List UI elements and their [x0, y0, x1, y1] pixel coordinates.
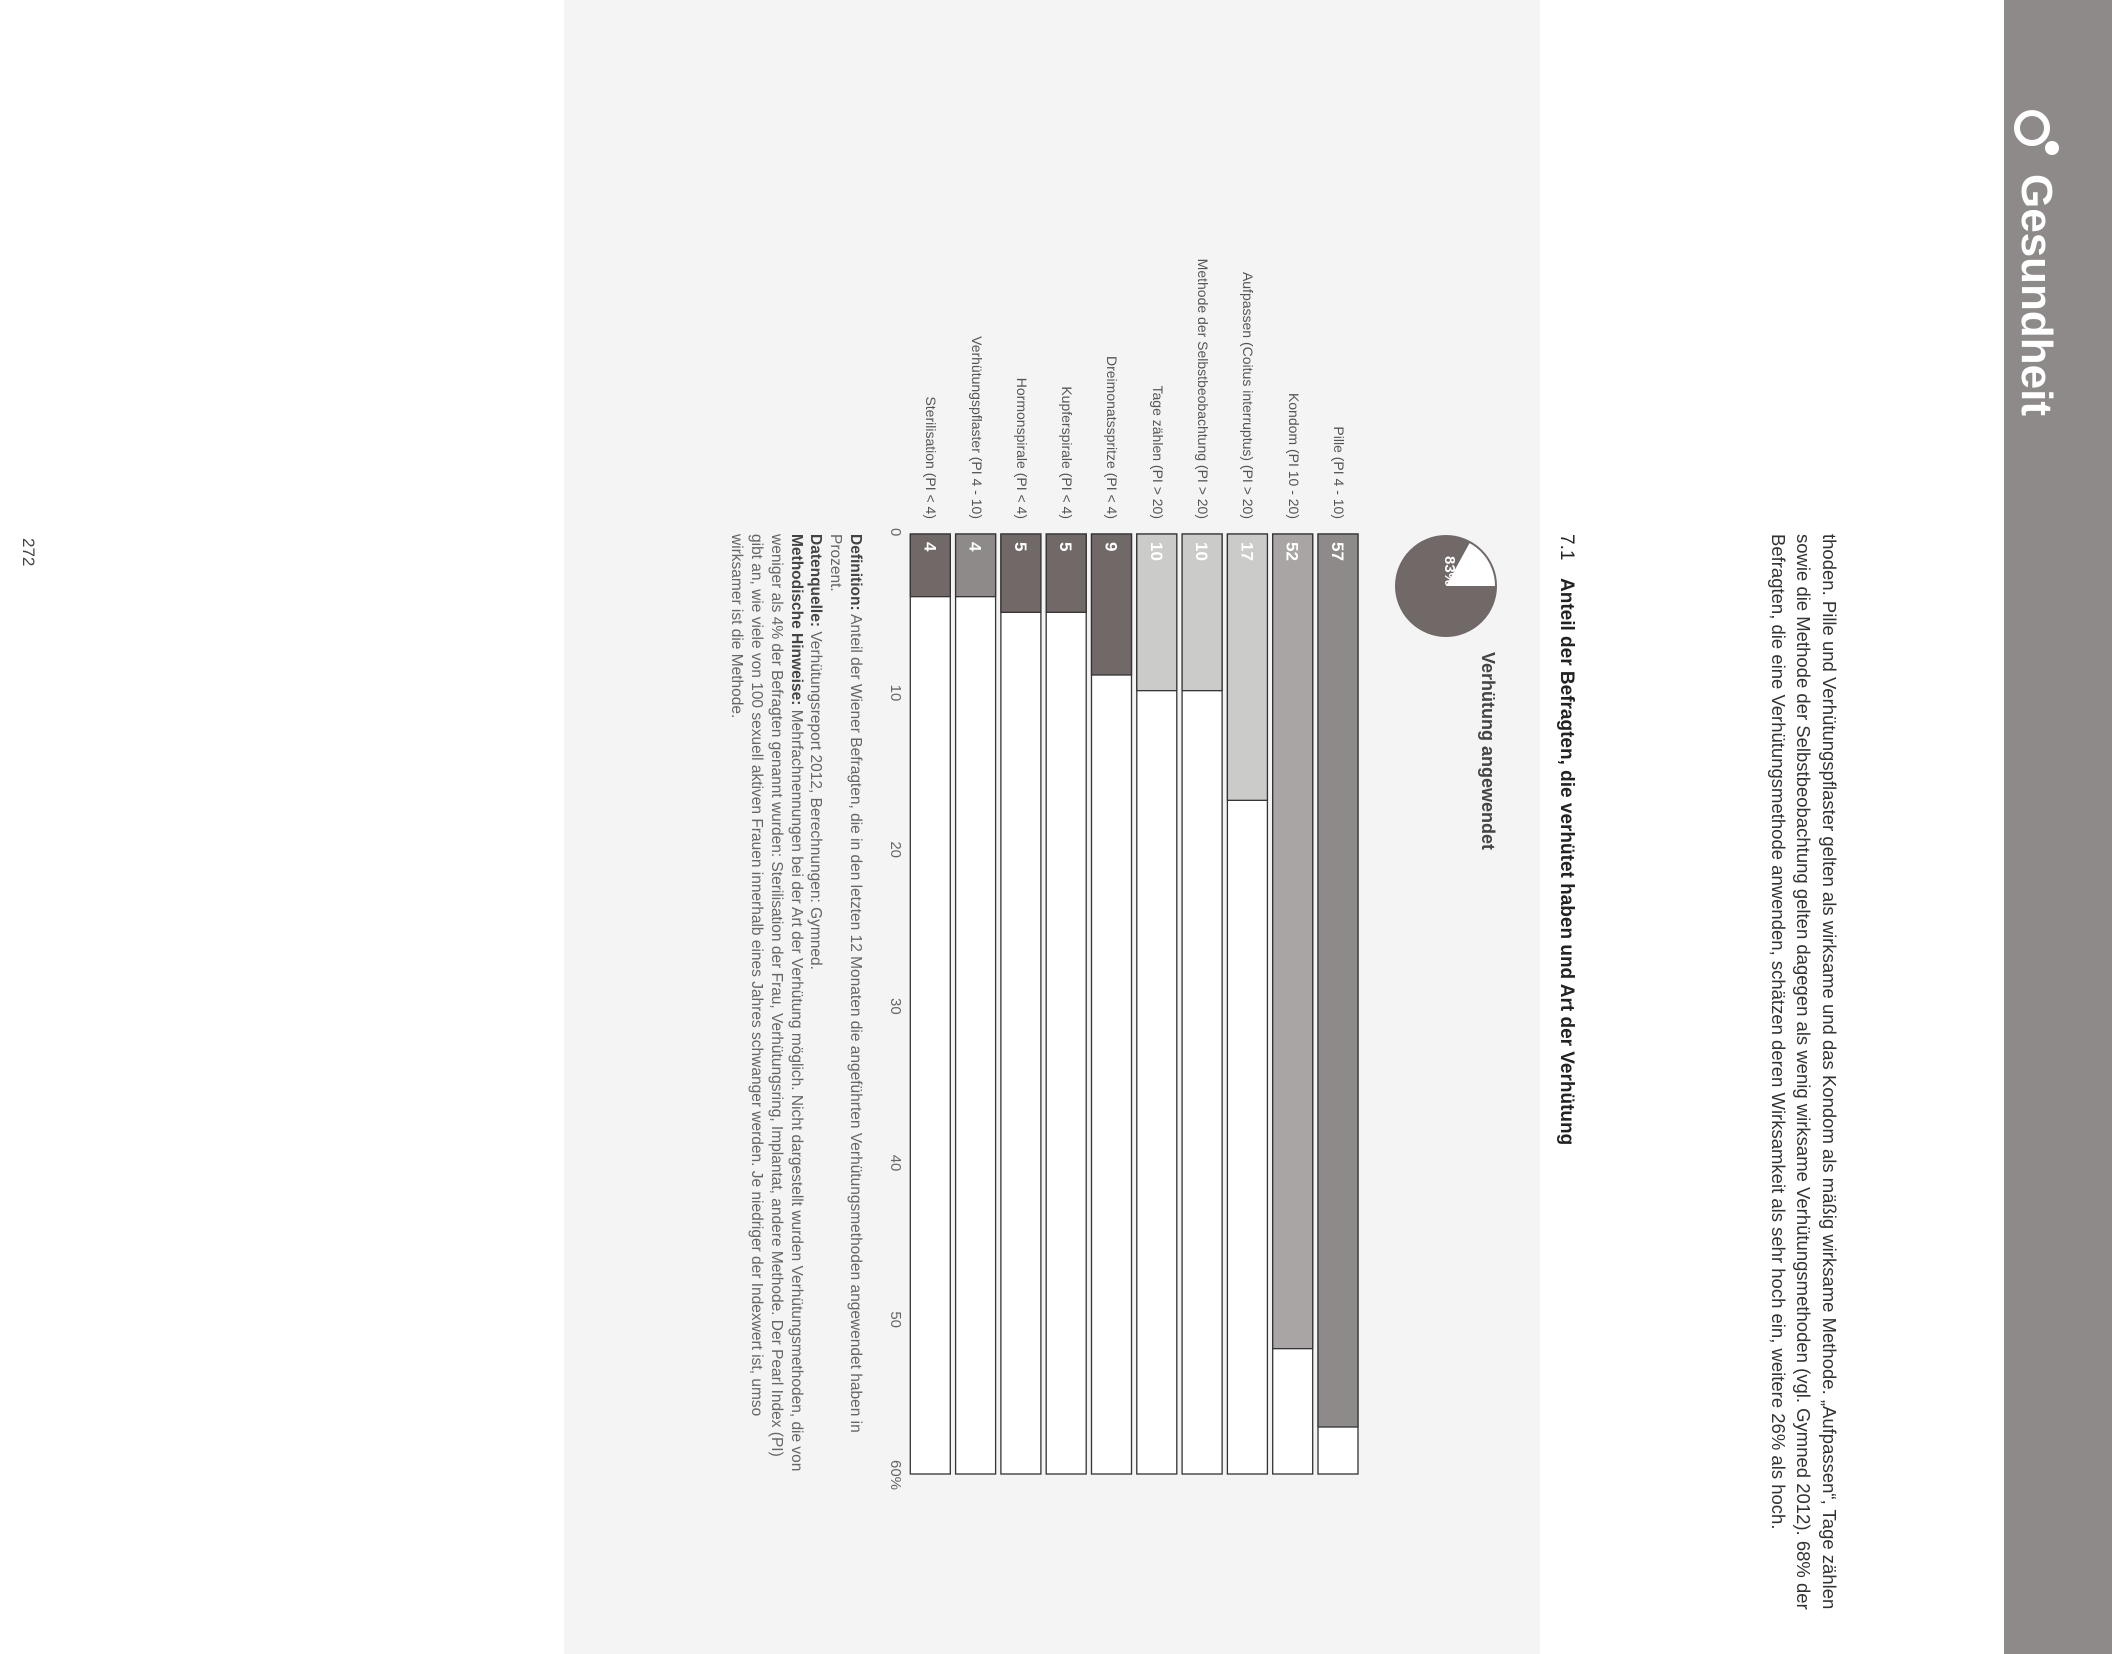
definition-label: Definition: — [847, 534, 864, 611]
bar-value-label: 52 — [1282, 542, 1302, 561]
section-title: Gesundheit — [2012, 174, 2061, 417]
bar-value-label: 10 — [1146, 542, 1166, 561]
definition-text: Anteil der Wiener Befragten, die in den letzten 12 Monaten die angeführten Verhütungsmethoden angewendet haben in Prozent. — [827, 534, 864, 1433]
bar — [1318, 534, 1358, 1427]
category-label: Kondom (PI 10 - 20) — [1285, 392, 1302, 519]
source-text: Verhütungsreport 2012, Berechnungen: Gymned. — [807, 627, 825, 970]
bar-track — [1001, 534, 1041, 1474]
bar-value-label: 5 — [1056, 542, 1076, 552]
notes — [726, 534, 865, 1474]
category-label: Dreimonatsspritze (PI < 4) — [1104, 356, 1121, 519]
bar-track — [1046, 534, 1086, 1474]
category-label: Aufpassen (Coitus interruptus) (PI > 20) — [1240, 271, 1257, 519]
category-label: Sterilisation (PI < 4) — [923, 396, 940, 519]
bar-value-label: 4 — [965, 542, 985, 552]
bar — [1092, 534, 1132, 675]
category-label: Pille (PI 4 - 10) — [1331, 426, 1347, 519]
category-label: Verhütungspflaster (PI 4 - 10) — [968, 336, 985, 519]
bar-track — [910, 534, 950, 1474]
method-text: Mehrfachnennungen bei der Art der Verhütung möglich. Nicht dargestellt wurden Verhütungsmethoden, die von weniger als 4% der Befragten genannt wurden: Sterilisation der Frau, Verhütungsring, Implantat, andere Methode. Der Pearl Index (PI) gibt an, wie viele von 100 sexuell aktiven Frauen innerhalb eines Jahres schwanger werden. Je niedriger der Indexwert ist, umso wirksamer ist die Methode. — [728, 534, 805, 1472]
bar-value-label: 10 — [1192, 542, 1212, 561]
bar-chart — [442, 528, 1842, 1634]
pie-value: 83% — [1441, 556, 1458, 587]
method-label: Methodische Hinweise: — [787, 534, 805, 706]
bar-value-label: 5 — [1010, 542, 1030, 552]
axis-tick-label: 40 — [887, 1154, 904, 1172]
axis-tick-label: 10 — [887, 684, 904, 702]
category-label: Hormonspirale (PI < 4) — [1013, 377, 1030, 519]
page-content — [442, 258, 1842, 1654]
axis-tick-label: 20 — [887, 841, 904, 859]
axis-tick-label: 60% — [887, 1460, 904, 1491]
category-label: Methode der Selbstbeobachtung (PI > 20) — [1195, 258, 1212, 519]
body-text: thoden. Pille und Verhütungspflaster gelten als wirksame und das Kondom als mäßig wirksame Methode. „Aufpassen“, Tage zählen sowie die Methode der Selbstbeobachtung gelten dagegen als wenig wirksame Verhütungsmethoden (vgl. Gymned 2012). 68% der Befragten, die eine Verhütungsmethode anwenden, schätzen deren Wirksamkeit als sehr hoch ein, weitere 26% als hoch. — [1768, 534, 1840, 1610]
bar — [1227, 534, 1267, 800]
figure-caption: Anteil der Befragten, die verhütet haben und Art der Verhütung — [1556, 578, 1577, 1146]
axis-tick-label: 30 — [887, 998, 904, 1015]
bar-value-label: 4 — [920, 542, 940, 552]
axis-tick-label: 50 — [887, 1311, 904, 1329]
section-header — [2010, 108, 2062, 416]
figure-number: 7.1 — [1556, 534, 1577, 561]
bar-track — [956, 534, 996, 1474]
bar-value-label: 17 — [1237, 542, 1257, 561]
category-label: Tage zählen (PI > 20) — [1149, 385, 1166, 519]
page-number: 272 — [19, 538, 38, 567]
bar-value-label: 9 — [1101, 542, 1121, 552]
axis-tick-label: 0 — [887, 528, 904, 537]
bar-value-label: 57 — [1328, 542, 1347, 561]
bar — [1273, 534, 1313, 1349]
category-label: Kupferspirale (PI < 4) — [1059, 386, 1076, 519]
gender-symbol-icon — [2010, 108, 2062, 160]
pie-legend: Verhütung angewendet — [1478, 652, 1498, 851]
source-label: Datenquelle: — [807, 534, 825, 628]
